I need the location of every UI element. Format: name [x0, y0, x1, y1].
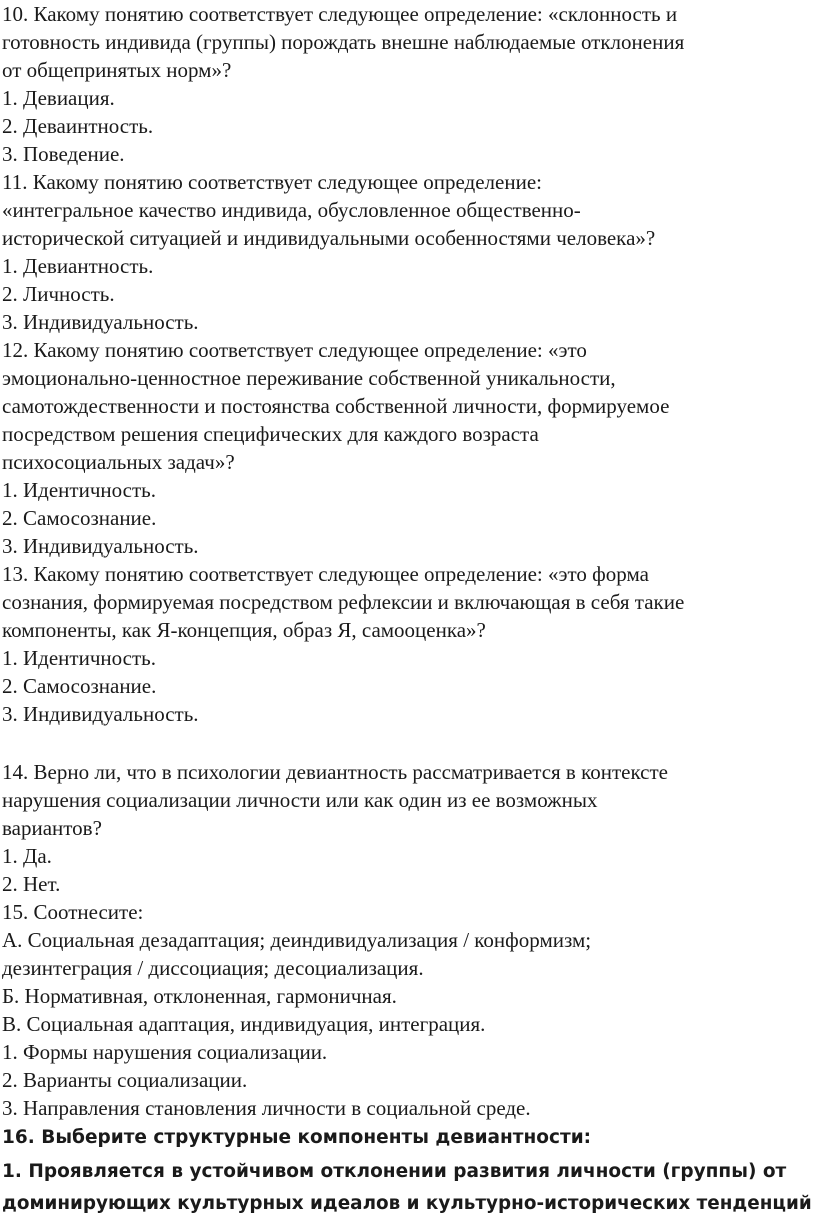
bold-text-line: 1. Проявляется в устойчивом отклонении развития личности (группы) от	[2, 1161, 787, 1182]
text-line: эмоционально-ценностное переживание собственной уникальности,	[2, 366, 616, 390]
text-line: 11. Какому понятию соответствует следующее определение:	[2, 170, 542, 194]
bold-text-line: доминирующих культурных идеалов и культурно-исторических тенденций	[2, 1193, 812, 1214]
text-line: дезинтеграция / диссоциация; десоциализация.	[2, 956, 424, 980]
text-line: 2. Нет.	[2, 872, 61, 896]
text-line: 2. Личность.	[2, 282, 115, 306]
text-line: исторической ситуацией и индивидуальными особенностями человека»?	[2, 226, 656, 250]
text-line: 1. Идентичность.	[2, 646, 156, 670]
text-line: 3. Поведение.	[2, 142, 125, 166]
text-line: 3. Индивидуальность.	[2, 702, 199, 726]
text-line: 13. Какому понятию соответствует следующее определение: «это форма	[2, 562, 649, 586]
text-line: 10. Какому понятию соответствует следующее определение: «склонность и	[2, 2, 678, 26]
text-line: 1. Да.	[2, 844, 52, 868]
text-line: 2. Варианты социализации.	[2, 1068, 248, 1092]
text-line: 1. Девиация.	[2, 86, 115, 110]
text-line: 1. Идентичность.	[2, 478, 156, 502]
text-line: готовность индивида (группы) порождать внешне наблюдаемые отклонения	[2, 30, 685, 54]
text-line: компоненты, как Я-концепция, образ Я, самооценка»?	[2, 618, 486, 642]
text-line: 3. Индивидуальность.	[2, 310, 199, 334]
text-line: 12. Какому понятию соответствует следующее определение: «это	[2, 338, 587, 362]
text-line: 3. Индивидуальность.	[2, 534, 199, 558]
bold-text-line: 16. Выберите структурные компоненты девиантности:	[2, 1127, 592, 1148]
text-line: 14. Верно ли, что в психологии девиантность рассматривается в контексте	[2, 760, 668, 784]
text-line: посредством решения специфических для каждого возраста	[2, 422, 539, 446]
text-line: 15. Соотнесите:	[2, 900, 144, 924]
text-line: 1. Девиантность.	[2, 254, 154, 278]
text-line: вариантов?	[2, 816, 102, 840]
text-line: 2. Самосознание.	[2, 674, 157, 698]
text-line: самотождественности и постоянства собственной личности, формируемое	[2, 394, 670, 418]
text-line: 1. Формы нарушения социализации.	[2, 1040, 328, 1064]
text-line: «интегральное качество индивида, обусловленное общественно-	[2, 198, 581, 222]
text-line: сознания, формируемая посредством рефлексии и включающая в себя такие	[2, 590, 685, 614]
text-line: 2. Самосознание.	[2, 506, 157, 530]
text-line: 3. Направления становления личности в социальной среде.	[2, 1096, 531, 1120]
text-line: 2. Деваинтность.	[2, 114, 154, 138]
text-line: А. Социальная дезадаптация; деиндивидуализация / конформизм;	[2, 928, 592, 952]
text-line: психосоциальных задач»?	[2, 450, 235, 474]
text-line: Б. Нормативная, отклоненная, гармоничная.	[2, 984, 397, 1008]
text-line: В. Социальная адаптация, индивидуация, интеграция.	[2, 1012, 486, 1036]
text-line: от общепринятых норм»?	[2, 58, 232, 82]
text-line: нарушения социализации личности или как один из ее возможных	[2, 788, 598, 812]
